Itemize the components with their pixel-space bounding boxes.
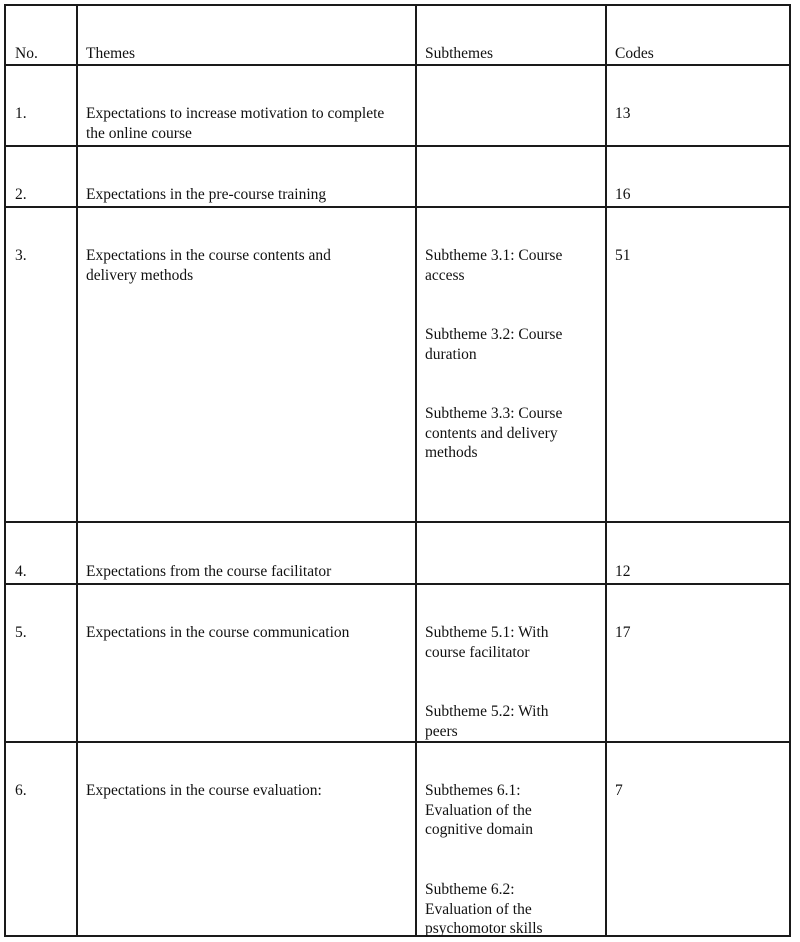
- row-6-theme: Expectations in the course evaluation:: [86, 782, 322, 799]
- header-codes: Codes: [615, 45, 654, 62]
- row-6-subtheme-1: Subthemes 6.1: Evaluation of the cognitive domain: [425, 782, 534, 838]
- row-3-subtheme-2: Subtheme 3.2: Course duration: [425, 326, 563, 363]
- row-1-codes: 13: [615, 105, 631, 122]
- themes-table: [4, 4, 791, 937]
- row-6-subtheme-2: Subtheme 6.2: Evaluation of the psychomotor skills: [425, 881, 543, 937]
- row-5-theme: Expectations in the course communication: [86, 624, 350, 641]
- row-5-no: 5.: [15, 624, 27, 641]
- row-5-subtheme-2: Subtheme 5.2: With peers: [425, 703, 549, 740]
- row-2-theme: Expectations in the pre-course training: [86, 186, 327, 203]
- row-divider: [6, 583, 789, 585]
- row-5-subtheme-1: Subtheme 5.1: With course facilitator: [425, 624, 549, 661]
- row-3-subtheme-3: Subtheme 3.3: Course contents and delivery methods: [425, 405, 563, 461]
- row-3-subtheme-1: Subtheme 3.1: Course access: [425, 247, 563, 284]
- row-3-no: 3.: [15, 247, 27, 264]
- row-3-theme: Expectations in the course contents and delivery methods: [86, 247, 331, 284]
- row-3-codes: 51: [615, 247, 631, 264]
- row-divider: [6, 206, 789, 208]
- row-divider: [6, 145, 789, 147]
- row-6-codes: 7: [615, 782, 623, 799]
- row-4-theme: Expectations from the course facilitator: [86, 563, 332, 580]
- row-2-no: 2.: [15, 186, 27, 203]
- header-themes: Themes: [86, 45, 136, 62]
- header-no: No.: [15, 45, 38, 62]
- row-6-no: 6.: [15, 782, 27, 799]
- row-1-theme: Expectations to increase motivation to complete the online course: [86, 105, 385, 142]
- row-5-codes: 17: [615, 624, 631, 641]
- row-2-codes: 16: [615, 186, 631, 203]
- row-4-no: 4.: [15, 563, 27, 580]
- row-divider: [6, 521, 789, 523]
- row-divider: [6, 741, 789, 743]
- row-4-codes: 12: [615, 563, 631, 580]
- header-subthemes: Subthemes: [425, 45, 494, 62]
- row-divider: [6, 64, 789, 66]
- row-1-no: 1.: [15, 105, 27, 122]
